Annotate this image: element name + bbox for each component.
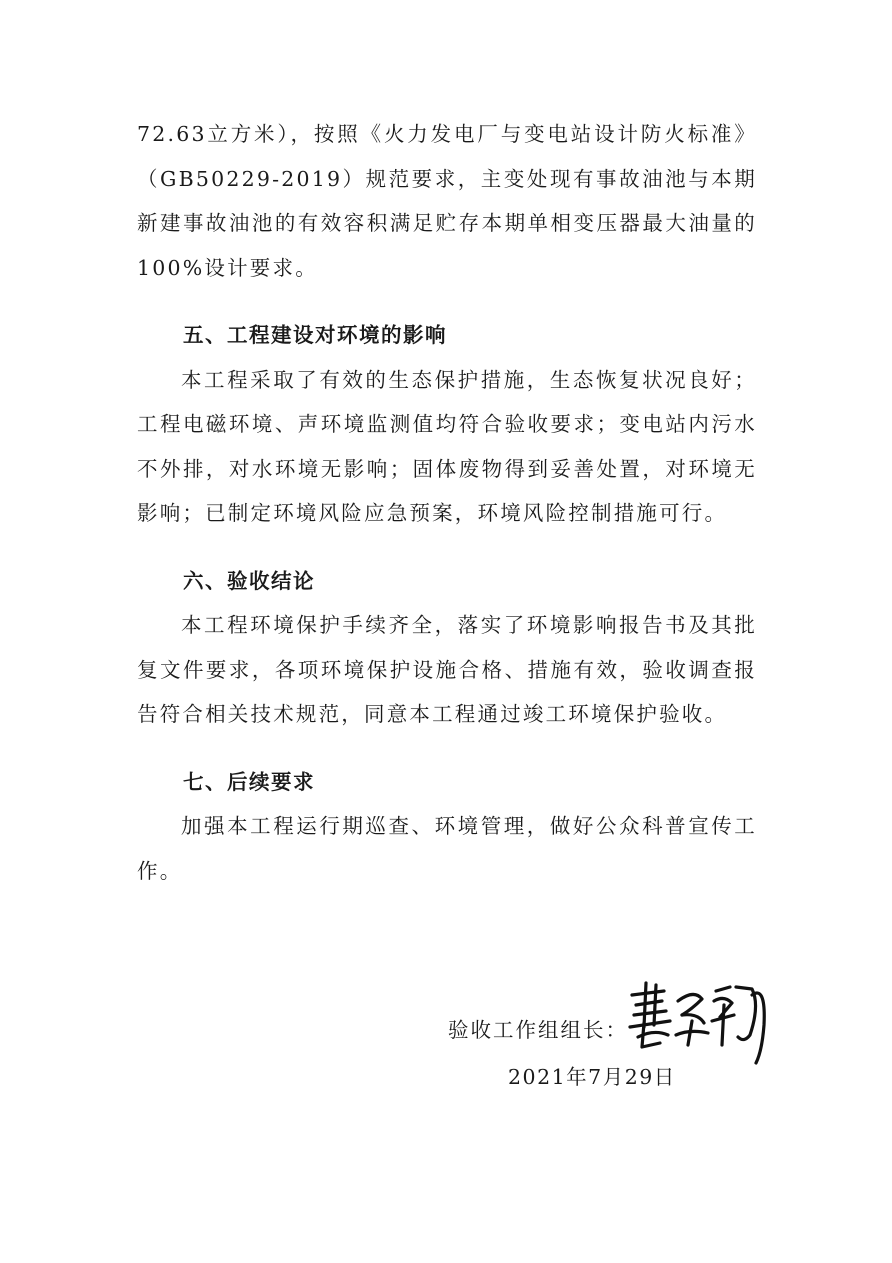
- document-date: 2021年7月29日: [508, 1065, 676, 1089]
- handwritten-signature: [624, 965, 774, 1065]
- intro-paragraph: 72.63立方米），按照《火力发电厂与变电站设计防火标准》（GB50229-2019）规范要求，主变处现有事故油池与本期新建事故油池的有效容积满足贮存本期单相变压器最大油量的100%设计要求。: [137, 122, 757, 280]
- section-text-5: 本工程采取了有效的生态保护措施，生态恢复状况良好；工程电磁环境、声环境监测值均符合验收要求；变电站内污水不外排，对水环境无影响；固体废物得到妥善处置，对环境无影响；已制定环境风险应急预案，环境风险控制措施可行。: [137, 367, 757, 525]
- section-heading-7: 七、后续要求: [183, 769, 315, 794]
- section-spacer: [137, 290, 757, 313]
- section-text-6: 本工程环境保护手续齐全，落实了环境影响报告书及其批复文件要求，各项环境保护设施合格、措施有效，验收调查报告符合相关技术规范，同意本工程通过竣工环境保护验收。: [137, 613, 757, 726]
- section-heading-5: 五、工程建设对环境的影响: [183, 323, 447, 347]
- section-text-7: 加强本工程运行期巡查、环境管理，做好公众科普宣传工作。: [137, 814, 757, 883]
- section-spacer: [137, 737, 757, 760]
- signature-label: 验收工作组组长：: [448, 1018, 628, 1042]
- section-heading-6: 六、验收结论: [183, 568, 315, 593]
- section-spacer: [137, 536, 757, 559]
- signature-block: [448, 1005, 778, 1065]
- document-body: [137, 112, 757, 893]
